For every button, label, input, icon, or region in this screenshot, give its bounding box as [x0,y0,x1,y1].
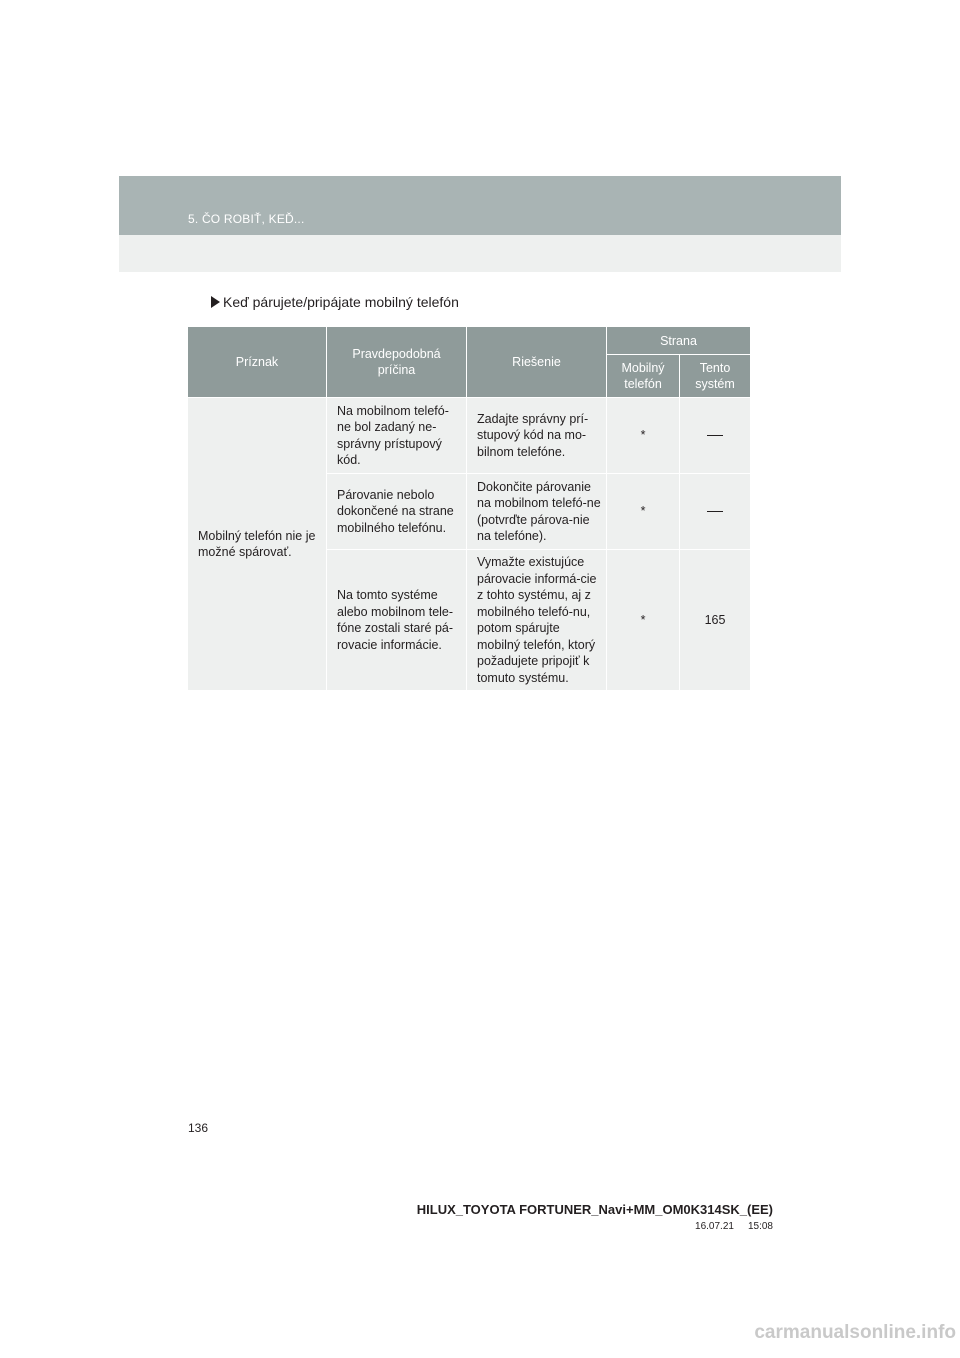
table-row [188,398,751,474]
header-symptom: Príznak [188,327,327,398]
dash-mark [707,435,723,436]
symptom-cell: Mobilný telefón nie je možné spárovať. [188,398,327,691]
triangle-bullet-icon [211,296,220,308]
system-page-cell [680,398,751,474]
section-heading [211,294,459,310]
print-time: 15:08 [747,1221,773,1232]
page-number: 136 [188,1121,209,1135]
dash-mark [707,511,723,512]
troubleshooting-table [187,326,751,691]
header-page-phone: Mobilný telefón [607,355,680,398]
header-band [119,176,841,235]
chapter-title: 5. ČO ROBIŤ, KEĎ... [188,212,305,226]
section-heading-text: Keď párujete/pripájate mobilný telefón [223,294,459,310]
header-sub-band [119,235,841,272]
header-page: Strana [607,327,751,355]
header-page-system: Tento systém [680,355,751,398]
system-page-cell: 165 [680,550,751,691]
solution-cell: Zadajte správny prí-stupový kód na mo-bilnom telefóne. [467,398,607,474]
cause-cell: Na mobilnom telefó-ne bol zadaný ne-správny prístupový kód. [327,398,467,474]
solution-cell: Dokončite párovanie na mobilnom telefó-ne (potvrďte párova-nie na telefóne). [467,474,607,550]
header-cause: Pravdepodobná príčina [327,327,467,398]
cause-cell: Na tomto systéme alebo mobilnom tele-fóne zostali staré pá-rovacie informácie. [327,550,467,691]
header-solution: Riešenie [467,327,607,398]
print-timestamp [695,1221,773,1232]
phone-page-cell: * [607,550,680,691]
document-id: HILUX_TOYOTA FORTUNER_Navi+MM_OM0K314SK_(EE) [416,1202,773,1217]
phone-page-cell: * [607,398,680,474]
phone-page-cell: * [607,474,680,550]
print-date: 16.07.21 [695,1221,734,1232]
system-page-cell [680,474,751,550]
watermark: carmanualsonline.info [754,1322,956,1343]
cause-cell: Párovanie nebolo dokončené na strane mobilného telefónu. [327,474,467,550]
solution-cell: Vymažte existujúce párovacie informá-cie z tohto systému, aj z mobilného telefó-nu, potom spárujte mobilný telefón, ktorý požadujete pripojiť k tomuto systému. [467,550,607,691]
